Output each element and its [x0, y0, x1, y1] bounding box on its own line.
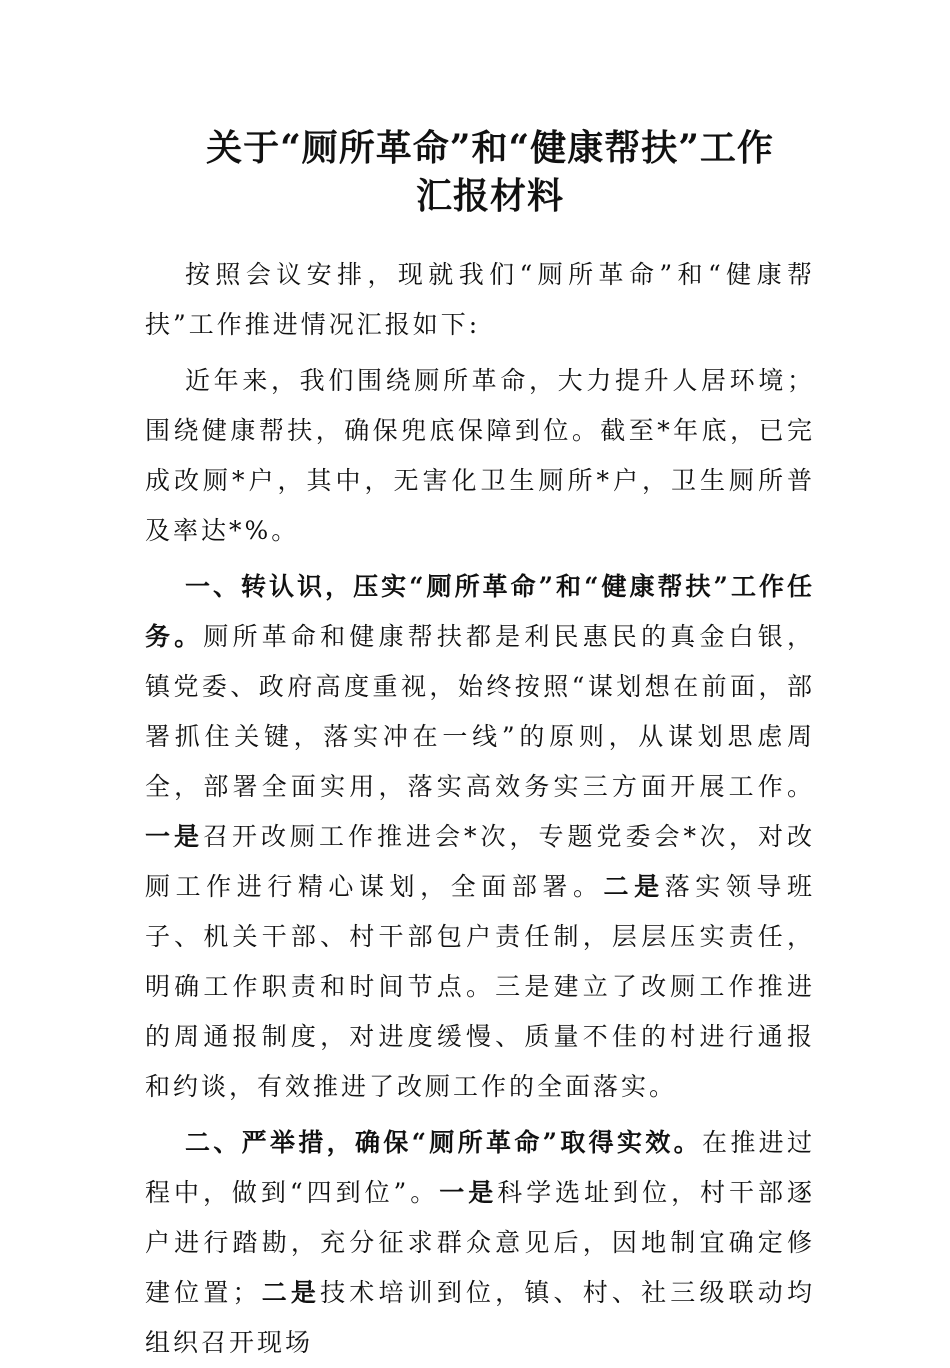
section-2-marker-1: 一是 — [439, 1178, 498, 1207]
section-1-heading: 一、转认识，压实“厕所革命”和“健康帮扶”工作任务。 — [145, 572, 815, 651]
section-1-marker-2: 二是 — [603, 872, 665, 901]
section-1-text-2: 召开改厕工作推进会*次，专题党委会*次，对改厕工作进行精心谋划，全面部署。 — [145, 822, 815, 901]
section-2-text-2: 科学选址到位，村干部逐户进行踏勘，充分征求群众意见后，因地制宜确定修建位置； — [145, 1178, 815, 1307]
document-title-line-2: 汇报材料 — [415, 175, 564, 217]
document-body — [145, 250, 815, 1368]
document-title-line-1: 关于“厕所革命”和“健康帮扶”工作 — [206, 127, 774, 169]
section-2-text-1: 在推进过程中，做到“四到位”。 — [145, 1128, 815, 1207]
section-2-heading: 二、严举措，确保“厕所革命”取得实效。 — [185, 1128, 702, 1157]
section-1-paragraph — [145, 562, 815, 1112]
section-2-marker-2: 二是 — [260, 1278, 321, 1307]
section-2-paragraph — [145, 1118, 815, 1368]
section-1-marker-1: 一是 — [145, 822, 203, 851]
intro-paragraph: 按照会议安排，现就我们“厕所革命”和“健康帮扶”工作推进情况汇报如下: — [145, 260, 815, 339]
section-1-text-1: 厕所革命和健康帮扶都是利民惠民的真金白银，镇党委、政府高度重视，始终按照“谋划想在前面，部署抓住关键，落实冲在一线”的原则，从谋划思虑周全，部署全面实用，落实高效务实三方面开展工作。 — [145, 622, 815, 801]
overview-paragraph: 近年来，我们围绕厕所革命，大力提升人居环境；围绕健康帮扶，确保兜底保障到位。截至*年底，已完成改厕*户，其中，无害化卫生厕所*户，卫生厕所普及率达*%。 — [145, 366, 815, 545]
section-2-text-3: 技术培训到位，镇、村、社三级联动均组织召开现场 — [145, 1278, 815, 1357]
section-1-text-3: 落实领导班子、机关干部、村干部包户责任制，层层压实责任，明确工作职责和时间节点。三是建立了改厕工作推进的周通报制度，对进度缓慢、质量不佳的村进行通报和约谈，有效推进了改厕工作的全面落实。 — [145, 872, 815, 1101]
